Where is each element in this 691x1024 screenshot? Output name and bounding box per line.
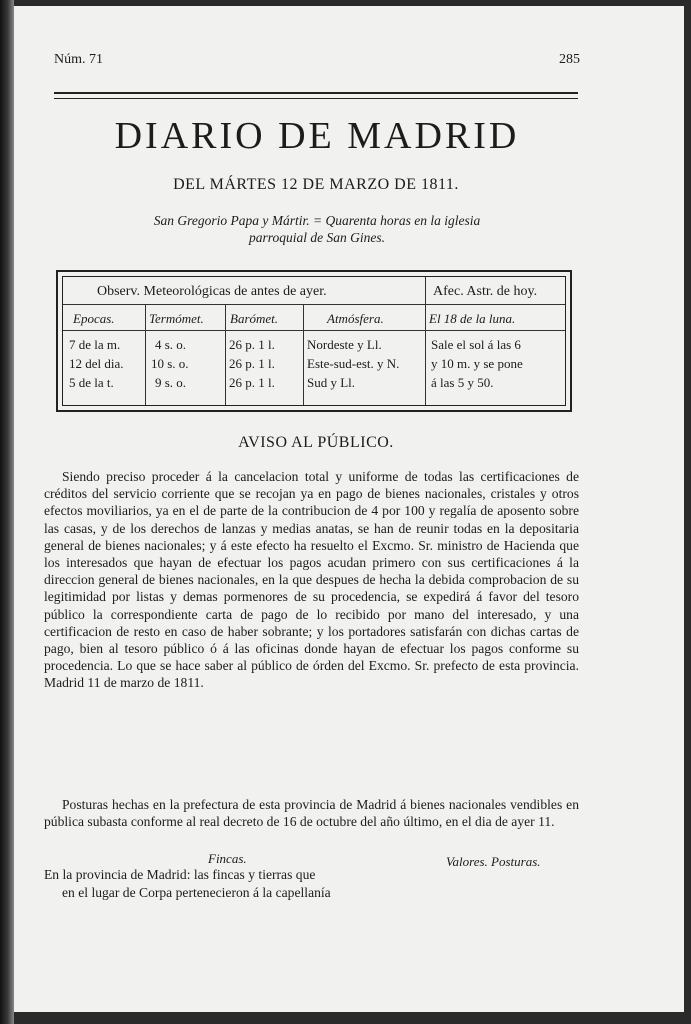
row1-termo: 4 s. o. <box>155 337 187 352</box>
meteo-col-line <box>145 304 146 405</box>
row1-atmos: Nordeste y Ll. <box>307 337 382 352</box>
meteorological-table-inner <box>62 276 566 406</box>
meteo-divider-vertical <box>425 277 426 304</box>
saint-line-1: San Gregorio Papa y Mártir. = Quarenta horas en la iglesia <box>153 213 481 228</box>
col-header-barometro: Barómet. <box>230 311 279 326</box>
page-number: 285 <box>559 52 580 67</box>
row3-baro: 26 p. 1 l. <box>229 375 275 390</box>
aviso-title: AVISO AL PÚBLICO. <box>238 434 394 451</box>
row2-epoca: 12 del dia. <box>69 356 124 371</box>
dateline: DEL MÁRTES 12 DE MARZO DE 1811. <box>173 176 459 193</box>
meteo-col-line <box>225 304 226 405</box>
meteo-col-line <box>303 304 304 405</box>
aviso-body: Siendo preciso proceder á la cancelacion total y uniforme de todas las certificaciones de créditos del servicio corriente que se recojan ya en pago de bienes nacionales, cristales y otros efectos moviliarios, ya en el de parte de la contribucion de 4 por 100 y regalía de aposento sobre las casas, y de los derechos de lanzas y medias anatas, se han de reunir todas en la depositaria general de bienes nacionales; y á este efecto ha resuelto el Excmo. Sr. ministro de Hacienda que los interesados que hayan de efectuar los pagos acudan primero con sus certificaciones á la direccion general de bienes nacionales, en la que despues de hecha la debida comprobacion de su legitimidad por listas y demas pormenores de su procedencia, se expedirá á favor del tesoro público la correspondiente carta de pago de lo recibido por mano del interesado, y una certificacion de resto en caso de haber sobrante; y los portadores satisfarán con dichas cartas de pago, bien al tesoro público ó á las oficinas donde hayan de efectuar los pagos conforme su procedencia. Lo que se hace saber al público de órden del Excmo. Sr. prefecto de esta provincia. Madrid 11 de marzo de 1811. <box>44 469 579 691</box>
row1-epoca: 7 de la m. <box>69 337 121 352</box>
row3-epoca: 5 de la t. <box>69 375 114 390</box>
col-header-termometro: Termómet. <box>149 311 204 326</box>
row3-atmos: Sud y Ll. <box>307 375 356 390</box>
row3-termo: 9 s. o. <box>155 375 187 390</box>
row1-baro: 26 p. 1 l. <box>229 337 275 352</box>
meteo-divider <box>63 330 565 331</box>
masthead-title: DIARIO DE MADRID <box>114 115 520 157</box>
provincia-line-1: En la provincia de Madrid: las fincas y tierras que <box>44 867 316 882</box>
col-header-atmosfera: Atmósfera. <box>327 311 384 326</box>
provincia-line-2: en el lugar de Corpa pertenecieron á la capellanía <box>62 884 331 900</box>
col-header-epocas: Epocas. <box>73 311 115 326</box>
astro-line-1: Sale el sol á las 6 <box>431 337 521 352</box>
row2-baro: 26 p. 1 l. <box>229 356 275 371</box>
meteo-heading-left: Observ. Meteorológicas de antes de ayer. <box>97 284 327 299</box>
row2-termo: 10 s. o. <box>151 356 189 371</box>
meteorological-table <box>56 270 572 412</box>
valores-column-label: Valores. Posturas. <box>446 854 541 869</box>
newspaper-page <box>14 6 684 1012</box>
saint-line-2: parroquial de San Gines. <box>249 230 385 245</box>
meteo-divider <box>63 304 565 305</box>
saint-of-day <box>72 212 562 246</box>
row2-atmos: Este-sud-est. y N. <box>307 356 400 371</box>
header-rule <box>54 92 578 94</box>
header-rule-thin <box>54 98 578 99</box>
posturas-intro: Posturas hechas en la prefectura de esta provincia de Madrid á bienes nacionales vendibles en pública subasta conforme al real decreto de 16 de octubre del año último, en el dia de ayer 11. <box>44 797 579 830</box>
astro-line-2: y 10 m. y se pone <box>431 356 523 371</box>
meteo-heading-right: Afec. Astr. de hoy. <box>433 284 538 299</box>
fincas-column-label: Fincas. <box>208 851 247 866</box>
astro-line-3: á las 5 y 50. <box>431 375 494 390</box>
provincia-entry <box>44 866 444 901</box>
issue-number: Núm. 71 <box>54 52 103 67</box>
book-spine <box>0 0 14 1024</box>
meteo-col-line <box>425 304 426 405</box>
col-header-luna: El 18 de la luna. <box>429 311 516 326</box>
